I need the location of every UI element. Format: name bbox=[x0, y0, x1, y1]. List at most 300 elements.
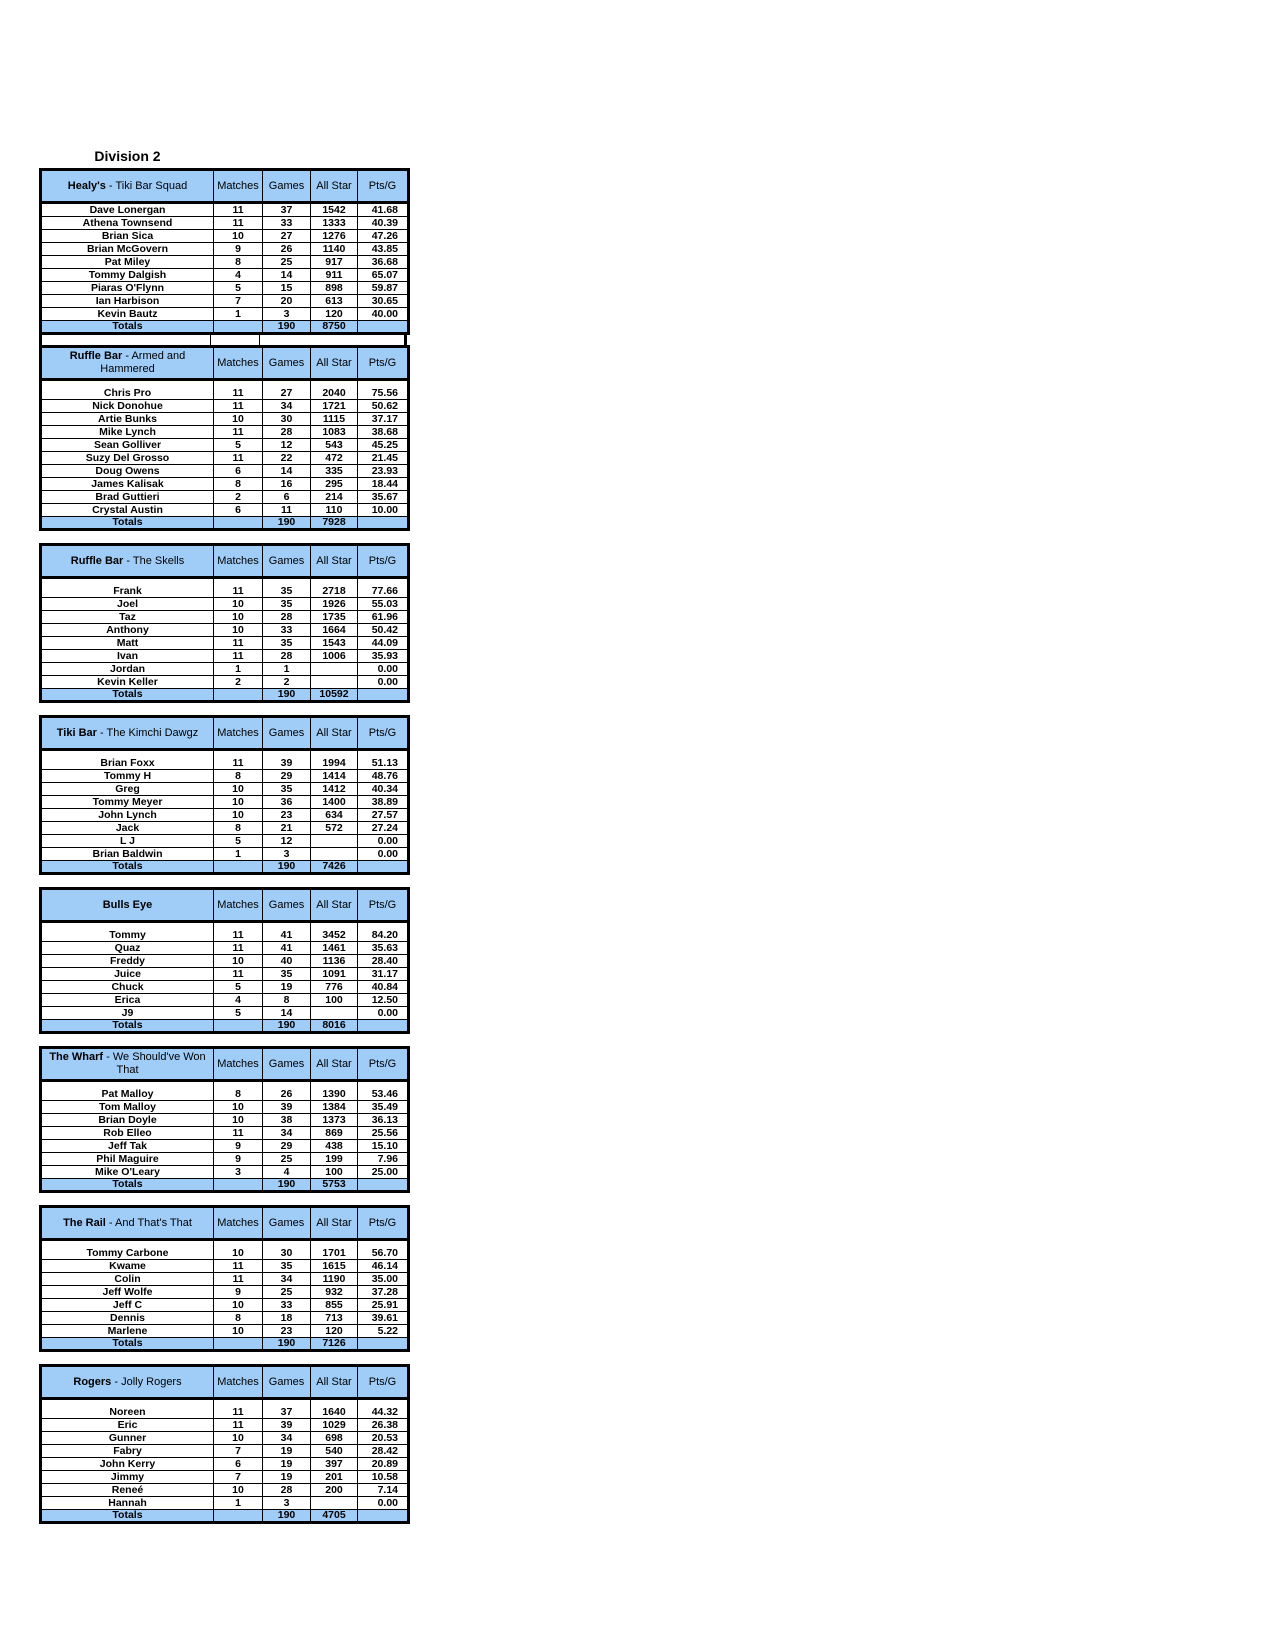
player-name: Brad Guttieri bbox=[41, 491, 214, 504]
team-nickname: - Tiki Bar Squad bbox=[105, 179, 188, 192]
totals-matches bbox=[214, 1020, 263, 1033]
player-matches: 10 bbox=[214, 1484, 263, 1497]
player-allstar: 1414 bbox=[311, 770, 358, 783]
player-pts-per-game: 37.17 bbox=[358, 413, 409, 426]
player-row bbox=[41, 611, 409, 624]
player-allstar: 1373 bbox=[311, 1114, 358, 1127]
team-nickname: - Jolly Rogers bbox=[111, 1375, 182, 1388]
player-row bbox=[41, 624, 409, 637]
player-games: 3 bbox=[263, 308, 311, 321]
blank-cell bbox=[211, 335, 260, 345]
team-table bbox=[39, 1205, 410, 1352]
team-header-row bbox=[41, 1366, 409, 1399]
team-bar: The Rail bbox=[63, 1216, 106, 1229]
player-matches: 8 bbox=[214, 256, 263, 269]
player-allstar: 572 bbox=[311, 822, 358, 835]
player-row bbox=[41, 426, 409, 439]
totals-allstar: 7426 bbox=[311, 861, 358, 874]
spacer-cell bbox=[358, 380, 409, 388]
player-name: Quaz bbox=[41, 942, 214, 955]
team-bar: Tiki Bar bbox=[56, 726, 97, 739]
team-name bbox=[41, 347, 214, 380]
spacer-cell bbox=[311, 380, 358, 388]
player-games: 23 bbox=[263, 809, 311, 822]
player-pts-per-game: 12.50 bbox=[358, 994, 409, 1007]
player-row bbox=[41, 217, 409, 230]
totals-label: Totals bbox=[41, 1179, 214, 1192]
team-bar: Ruffle Bar bbox=[70, 554, 124, 567]
player-games: 19 bbox=[263, 981, 311, 994]
team-name bbox=[41, 1366, 214, 1399]
player-row bbox=[41, 295, 409, 308]
player-name: Anthony bbox=[41, 624, 214, 637]
player-games: 12 bbox=[263, 835, 311, 848]
player-row bbox=[41, 1140, 409, 1153]
team-bar: Bulls Eye bbox=[102, 898, 153, 911]
player-games: 25 bbox=[263, 256, 311, 269]
player-games: 25 bbox=[263, 1153, 311, 1166]
player-allstar: 397 bbox=[311, 1458, 358, 1471]
player-row bbox=[41, 981, 409, 994]
player-allstar: 1276 bbox=[311, 230, 358, 243]
player-name: Mike O'Leary bbox=[41, 1166, 214, 1179]
spacer-cell bbox=[41, 380, 214, 388]
player-matches: 4 bbox=[214, 269, 263, 282]
player-pts-per-game: 0.00 bbox=[358, 835, 409, 848]
team-bar: Ruffle Bar bbox=[69, 350, 123, 362]
team-name bbox=[41, 1207, 214, 1240]
player-name: Piaras O'Flynn bbox=[41, 282, 214, 295]
player-allstar: 713 bbox=[311, 1312, 358, 1325]
player-row bbox=[41, 1325, 409, 1338]
totals-pts bbox=[358, 1020, 409, 1033]
totals-matches bbox=[214, 1338, 263, 1351]
player-allstar: 199 bbox=[311, 1153, 358, 1166]
player-allstar: 613 bbox=[311, 295, 358, 308]
player-games: 34 bbox=[263, 400, 311, 413]
player-matches: 5 bbox=[214, 1007, 263, 1020]
spacer-cell bbox=[263, 922, 311, 930]
totals-allstar: 10592 bbox=[311, 689, 358, 702]
player-matches: 10 bbox=[214, 413, 263, 426]
player-name: Brian Baldwin bbox=[41, 848, 214, 861]
player-name: Brian Sica bbox=[41, 230, 214, 243]
player-games: 28 bbox=[263, 1484, 311, 1497]
totals-games: 190 bbox=[263, 321, 311, 334]
player-matches: 10 bbox=[214, 796, 263, 809]
player-pts-per-game: 75.56 bbox=[358, 387, 409, 400]
player-name: Kwame bbox=[41, 1260, 214, 1273]
team-bar: Rogers bbox=[73, 1375, 112, 1388]
player-games: 22 bbox=[263, 452, 311, 465]
player-games: 34 bbox=[263, 1273, 311, 1286]
player-pts-per-game: 36.68 bbox=[358, 256, 409, 269]
player-allstar: 472 bbox=[311, 452, 358, 465]
header-games: Games bbox=[263, 347, 311, 380]
player-games: 20 bbox=[263, 295, 311, 308]
spacer-cell bbox=[358, 578, 409, 586]
player-row bbox=[41, 1406, 409, 1419]
header-games: Games bbox=[263, 545, 311, 578]
spacer-cell bbox=[311, 1081, 358, 1089]
player-matches: 10 bbox=[214, 624, 263, 637]
player-pts-per-game: 46.14 bbox=[358, 1260, 409, 1273]
player-matches: 1 bbox=[214, 663, 263, 676]
totals-allstar: 4705 bbox=[311, 1510, 358, 1523]
player-allstar bbox=[311, 1007, 358, 1020]
header-pts-per-game: Pts/G bbox=[358, 717, 409, 750]
player-pts-per-game: 51.13 bbox=[358, 757, 409, 770]
spacer-cell bbox=[214, 578, 263, 586]
player-pts-per-game: 53.46 bbox=[358, 1088, 409, 1101]
totals-games: 190 bbox=[263, 689, 311, 702]
player-pts-per-game: 77.66 bbox=[358, 585, 409, 598]
player-allstar: 634 bbox=[311, 809, 358, 822]
player-pts-per-game: 50.62 bbox=[358, 400, 409, 413]
spacer-cell bbox=[358, 1081, 409, 1089]
player-pts-per-game: 48.76 bbox=[358, 770, 409, 783]
spacer-cell bbox=[263, 1399, 311, 1407]
totals-matches bbox=[214, 689, 263, 702]
player-name: Brian Foxx bbox=[41, 757, 214, 770]
team-name bbox=[41, 170, 214, 203]
player-games: 3 bbox=[263, 1497, 311, 1510]
spacer-cell bbox=[358, 750, 409, 758]
header-pts-per-game: Pts/G bbox=[358, 1207, 409, 1240]
player-name: Pat Malloy bbox=[41, 1088, 214, 1101]
player-matches: 9 bbox=[214, 243, 263, 256]
player-allstar: 1994 bbox=[311, 757, 358, 770]
player-name: Gunner bbox=[41, 1432, 214, 1445]
team-table bbox=[39, 887, 410, 1034]
spacer-cell bbox=[311, 578, 358, 586]
player-allstar bbox=[311, 1497, 358, 1510]
player-matches: 9 bbox=[214, 1140, 263, 1153]
team-nickname: - Armed and Hammered bbox=[100, 350, 186, 375]
player-allstar: 1542 bbox=[311, 203, 358, 217]
player-matches: 11 bbox=[214, 929, 263, 942]
player-matches: 11 bbox=[214, 1406, 263, 1419]
totals-games: 190 bbox=[263, 1510, 311, 1523]
spacer-cell bbox=[214, 922, 263, 930]
team-header-row bbox=[41, 347, 409, 380]
player-pts-per-game: 21.45 bbox=[358, 452, 409, 465]
player-games: 41 bbox=[263, 929, 311, 942]
player-row bbox=[41, 308, 409, 321]
player-name: Rob Elleo bbox=[41, 1127, 214, 1140]
player-row bbox=[41, 203, 409, 217]
player-games: 19 bbox=[263, 1471, 311, 1484]
team-table bbox=[39, 345, 410, 531]
totals-label: Totals bbox=[41, 689, 214, 702]
player-pts-per-game: 20.89 bbox=[358, 1458, 409, 1471]
player-row bbox=[41, 1088, 409, 1101]
player-allstar: 2718 bbox=[311, 585, 358, 598]
player-pts-per-game: 35.63 bbox=[358, 942, 409, 955]
player-row bbox=[41, 809, 409, 822]
player-pts-per-game: 0.00 bbox=[358, 848, 409, 861]
player-pts-per-game: 36.13 bbox=[358, 1114, 409, 1127]
header-matches: Matches bbox=[214, 1207, 263, 1240]
player-games: 29 bbox=[263, 1140, 311, 1153]
totals-matches bbox=[214, 861, 263, 874]
totals-pts bbox=[358, 1510, 409, 1523]
player-name: Eric bbox=[41, 1419, 214, 1432]
player-games: 26 bbox=[263, 1088, 311, 1101]
totals-pts bbox=[358, 517, 409, 530]
player-allstar: 776 bbox=[311, 981, 358, 994]
player-games: 19 bbox=[263, 1458, 311, 1471]
player-pts-per-game: 50.42 bbox=[358, 624, 409, 637]
player-name: Mike Lynch bbox=[41, 426, 214, 439]
player-pts-per-game: 28.40 bbox=[358, 955, 409, 968]
totals-pts bbox=[358, 689, 409, 702]
player-row bbox=[41, 269, 409, 282]
player-matches: 11 bbox=[214, 650, 263, 663]
player-allstar: 1115 bbox=[311, 413, 358, 426]
player-games: 26 bbox=[263, 243, 311, 256]
player-pts-per-game: 59.87 bbox=[358, 282, 409, 295]
player-name: Chris Pro bbox=[41, 387, 214, 400]
player-games: 38 bbox=[263, 1114, 311, 1127]
player-name: Tommy Carbone bbox=[41, 1247, 214, 1260]
header-games: Games bbox=[263, 170, 311, 203]
player-name: Jeff Wolfe bbox=[41, 1286, 214, 1299]
player-row bbox=[41, 1273, 409, 1286]
player-allstar: 438 bbox=[311, 1140, 358, 1153]
player-name: Kevin Bautz bbox=[41, 308, 214, 321]
player-name: Chuck bbox=[41, 981, 214, 994]
player-row bbox=[41, 783, 409, 796]
player-games: 34 bbox=[263, 1432, 311, 1445]
totals-allstar: 8750 bbox=[311, 321, 358, 334]
spacer-cell bbox=[263, 578, 311, 586]
player-games: 16 bbox=[263, 478, 311, 491]
player-matches: 5 bbox=[214, 981, 263, 994]
header-matches: Matches bbox=[214, 1366, 263, 1399]
team-nickname: - And That's That bbox=[105, 1216, 192, 1229]
player-name: Phil Maguire bbox=[41, 1153, 214, 1166]
totals-pts bbox=[358, 861, 409, 874]
totals-allstar: 7126 bbox=[311, 1338, 358, 1351]
player-games: 35 bbox=[263, 968, 311, 981]
header-matches: Matches bbox=[214, 545, 263, 578]
player-matches: 2 bbox=[214, 676, 263, 689]
spacer-cell bbox=[263, 1081, 311, 1089]
player-allstar: 911 bbox=[311, 269, 358, 282]
player-games: 4 bbox=[263, 1166, 311, 1179]
page-title: Division 2 bbox=[94, 148, 161, 164]
player-name: James Kalisak bbox=[41, 478, 214, 491]
player-allstar: 200 bbox=[311, 1484, 358, 1497]
header-pts-per-game: Pts/G bbox=[358, 1048, 409, 1081]
player-pts-per-game: 47.26 bbox=[358, 230, 409, 243]
player-matches: 9 bbox=[214, 1153, 263, 1166]
player-games: 15 bbox=[263, 282, 311, 295]
player-row bbox=[41, 256, 409, 269]
player-row bbox=[41, 757, 409, 770]
player-pts-per-game: 39.61 bbox=[358, 1312, 409, 1325]
player-row bbox=[41, 230, 409, 243]
spacer-row bbox=[41, 922, 409, 930]
player-name: Doug Owens bbox=[41, 465, 214, 478]
player-row bbox=[41, 1484, 409, 1497]
player-games: 30 bbox=[263, 1247, 311, 1260]
player-games: 39 bbox=[263, 1101, 311, 1114]
spacer-cell bbox=[214, 380, 263, 388]
player-name: Noreen bbox=[41, 1406, 214, 1419]
player-games: 37 bbox=[263, 203, 311, 217]
player-games: 29 bbox=[263, 770, 311, 783]
blank-row bbox=[39, 335, 407, 345]
totals-label: Totals bbox=[41, 1338, 214, 1351]
spacer-cell bbox=[358, 1240, 409, 1248]
player-allstar: 1083 bbox=[311, 426, 358, 439]
player-row bbox=[41, 452, 409, 465]
player-pts-per-game: 35.49 bbox=[358, 1101, 409, 1114]
player-matches: 11 bbox=[214, 1260, 263, 1273]
player-name: Greg bbox=[41, 783, 214, 796]
totals-row bbox=[41, 1510, 409, 1523]
player-allstar bbox=[311, 676, 358, 689]
totals-label: Totals bbox=[41, 1510, 214, 1523]
player-games: 25 bbox=[263, 1286, 311, 1299]
player-games: 34 bbox=[263, 1127, 311, 1140]
player-matches: 11 bbox=[214, 217, 263, 230]
player-allstar: 1384 bbox=[311, 1101, 358, 1114]
player-row bbox=[41, 439, 409, 452]
player-name: Tom Malloy bbox=[41, 1101, 214, 1114]
spacer-row bbox=[41, 750, 409, 758]
player-matches: 11 bbox=[214, 452, 263, 465]
player-name: Marlene bbox=[41, 1325, 214, 1338]
player-allstar: 100 bbox=[311, 994, 358, 1007]
header-allstar: All Star bbox=[311, 1048, 358, 1081]
player-allstar: 1412 bbox=[311, 783, 358, 796]
header-games: Games bbox=[263, 717, 311, 750]
player-row bbox=[41, 243, 409, 256]
header-games: Games bbox=[263, 1207, 311, 1240]
player-pts-per-game: 25.91 bbox=[358, 1299, 409, 1312]
team-name bbox=[41, 1048, 214, 1081]
player-name: John Lynch bbox=[41, 809, 214, 822]
player-row bbox=[41, 1007, 409, 1020]
player-matches: 9 bbox=[214, 1286, 263, 1299]
player-games: 37 bbox=[263, 1406, 311, 1419]
player-matches: 10 bbox=[214, 783, 263, 796]
player-matches: 8 bbox=[214, 478, 263, 491]
player-pts-per-game: 0.00 bbox=[358, 1007, 409, 1020]
header-pts-per-game: Pts/G bbox=[358, 1366, 409, 1399]
player-matches: 11 bbox=[214, 400, 263, 413]
header-matches: Matches bbox=[214, 170, 263, 203]
totals-allstar: 5753 bbox=[311, 1179, 358, 1192]
player-pts-per-game: 30.65 bbox=[358, 295, 409, 308]
player-allstar: 3452 bbox=[311, 929, 358, 942]
player-name: Tommy Meyer bbox=[41, 796, 214, 809]
player-games: 12 bbox=[263, 439, 311, 452]
player-allstar: 1006 bbox=[311, 650, 358, 663]
player-name: Brian McGovern bbox=[41, 243, 214, 256]
player-matches: 11 bbox=[214, 585, 263, 598]
blank-cell bbox=[42, 335, 211, 345]
player-allstar: 1333 bbox=[311, 217, 358, 230]
player-matches: 10 bbox=[214, 1247, 263, 1260]
player-matches: 11 bbox=[214, 757, 263, 770]
player-name: J9 bbox=[41, 1007, 214, 1020]
player-pts-per-game: 10.00 bbox=[358, 504, 409, 517]
player-games: 11 bbox=[263, 504, 311, 517]
player-matches: 11 bbox=[214, 637, 263, 650]
totals-label: Totals bbox=[41, 861, 214, 874]
player-pts-per-game: 31.17 bbox=[358, 968, 409, 981]
player-name: Tommy bbox=[41, 929, 214, 942]
header-pts-per-game: Pts/G bbox=[358, 347, 409, 380]
player-pts-per-game: 28.42 bbox=[358, 1445, 409, 1458]
team-nickname: - The Kimchi Dawgz bbox=[96, 726, 199, 739]
player-name: Ian Harbison bbox=[41, 295, 214, 308]
header-matches: Matches bbox=[214, 889, 263, 922]
player-matches: 3 bbox=[214, 1166, 263, 1179]
player-row bbox=[41, 465, 409, 478]
player-pts-per-game: 10.58 bbox=[358, 1471, 409, 1484]
player-row bbox=[41, 282, 409, 295]
header-matches: Matches bbox=[214, 1048, 263, 1081]
player-pts-per-game: 56.70 bbox=[358, 1247, 409, 1260]
spacer-row bbox=[41, 1081, 409, 1089]
player-name: Artie Bunks bbox=[41, 413, 214, 426]
player-games: 39 bbox=[263, 1419, 311, 1432]
player-allstar: 1721 bbox=[311, 400, 358, 413]
player-name: Dennis bbox=[41, 1312, 214, 1325]
player-row bbox=[41, 848, 409, 861]
player-row bbox=[41, 676, 409, 689]
totals-row bbox=[41, 321, 409, 334]
totals-row bbox=[41, 1179, 409, 1192]
totals-matches bbox=[214, 1179, 263, 1192]
player-allstar bbox=[311, 835, 358, 848]
header-allstar: All Star bbox=[311, 1207, 358, 1240]
player-games: 19 bbox=[263, 1445, 311, 1458]
player-allstar: 698 bbox=[311, 1432, 358, 1445]
spacer-cell bbox=[358, 922, 409, 930]
player-games: 35 bbox=[263, 585, 311, 598]
player-row bbox=[41, 835, 409, 848]
player-name: Jordan bbox=[41, 663, 214, 676]
player-matches: 7 bbox=[214, 1471, 263, 1484]
player-name: Ivan bbox=[41, 650, 214, 663]
player-row bbox=[41, 968, 409, 981]
player-pts-per-game: 27.24 bbox=[358, 822, 409, 835]
player-pts-per-game: 7.14 bbox=[358, 1484, 409, 1497]
player-games: 30 bbox=[263, 413, 311, 426]
player-matches: 11 bbox=[214, 1127, 263, 1140]
player-row bbox=[41, 942, 409, 955]
player-row bbox=[41, 1114, 409, 1127]
team-table bbox=[39, 715, 410, 875]
player-allstar: 1190 bbox=[311, 1273, 358, 1286]
player-name: Suzy Del Grosso bbox=[41, 452, 214, 465]
header-allstar: All Star bbox=[311, 717, 358, 750]
team-name bbox=[41, 889, 214, 922]
player-matches: 5 bbox=[214, 835, 263, 848]
player-games: 36 bbox=[263, 796, 311, 809]
team-header-row bbox=[41, 717, 409, 750]
player-matches: 8 bbox=[214, 822, 263, 835]
totals-allstar: 8016 bbox=[311, 1020, 358, 1033]
player-pts-per-game: 20.53 bbox=[358, 1432, 409, 1445]
player-matches: 11 bbox=[214, 1419, 263, 1432]
